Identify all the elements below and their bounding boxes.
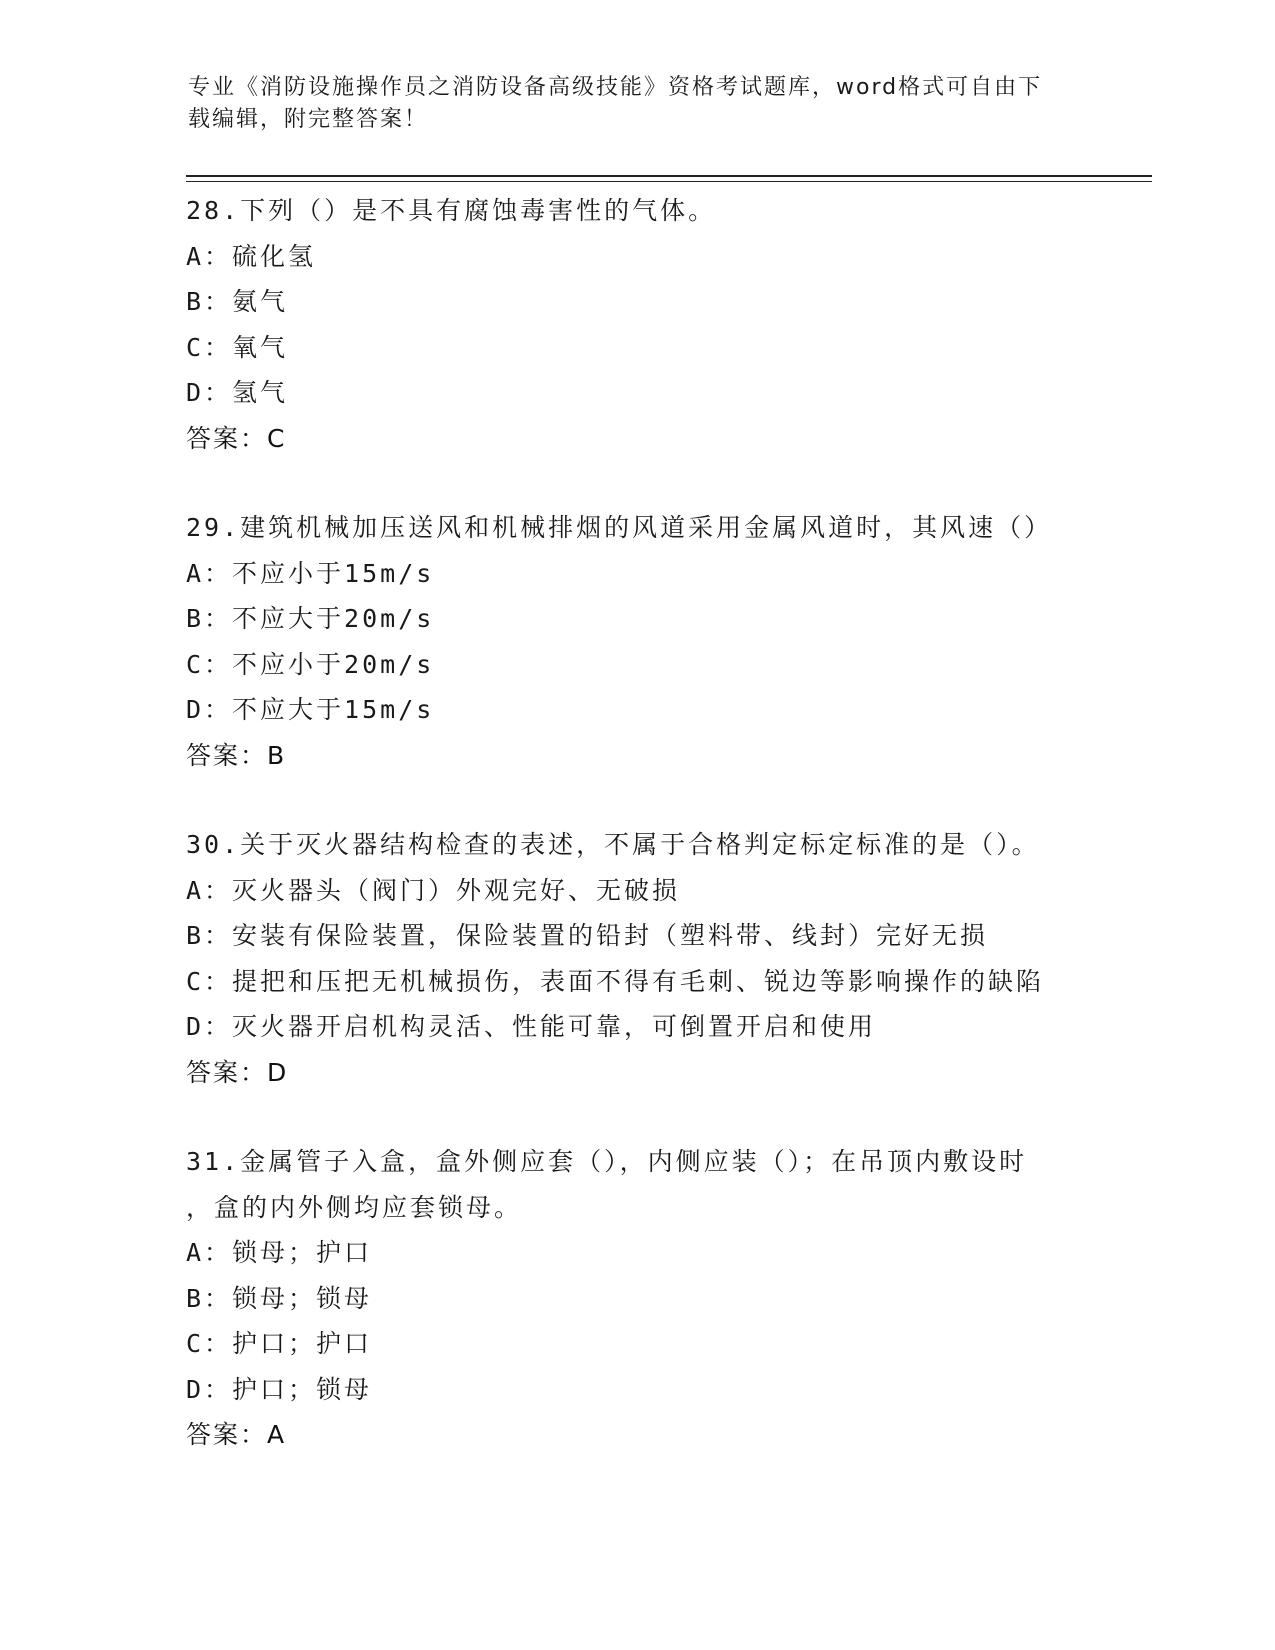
answer-line: 答案：A [186, 1420, 287, 1449]
option-a: A：灭火器头（阀门）外观完好、无破损 [186, 875, 681, 905]
option-a: A：硫化氢 [186, 241, 317, 271]
option-d: D：氢气 [186, 378, 289, 407]
document-header [188, 72, 1068, 136]
option-b: B：氨气 [186, 287, 289, 316]
header-line-2: 载编辑，附完整答案！ [188, 107, 429, 132]
option-c: C：氧气 [186, 332, 289, 362]
question-28 [186, 188, 1086, 461]
option-b: B：不应大于20m/s [186, 604, 435, 633]
header-line-1: 专业《消防设施操作员之消防设备高级技能》资格考试题库，word格式可自由下 [188, 75, 1043, 100]
question-stem-continued: ，盒的内外侧均应套锁母。 [186, 1192, 523, 1222]
option-c: C：提把和压把无机械损伤，表面不得有毛刺、锐边等影响操作的缺陷 [186, 966, 1045, 996]
header-divider-thin [186, 181, 1152, 182]
answer-line: 答案：C [186, 423, 287, 453]
question-stem: 31.金属管子入盒，盒外侧应套（），内侧应装（）；在吊顶内敷设时 [186, 1147, 1028, 1176]
option-c: C：不应小于20m/s [186, 649, 435, 679]
question-list [186, 188, 1086, 1502]
option-a: A：不应小于15m/s [186, 558, 435, 588]
option-c: C：护口；护口 [186, 1329, 373, 1358]
question-31 [186, 1139, 1086, 1458]
question-30 [186, 822, 1086, 1095]
option-b: B：安装有保险装置，保险装置的铅封（塑料带、线封）完好无损 [186, 921, 989, 950]
option-d: D：护口；锁母 [186, 1374, 373, 1404]
option-a: A：锁母；护口 [186, 1238, 373, 1267]
question-stem: 30.关于灭火器结构检查的表述，不属于合格判定标定标准的是（）。 [186, 830, 1040, 859]
option-b: B：锁母；锁母 [186, 1283, 373, 1313]
question-stem: 29.建筑机械加压送风和机械排烟的风道采用金属风道时，其风速（） [186, 513, 1053, 542]
answer-line: 答案：D [186, 1057, 289, 1087]
option-d: D：不应大于15m/s [186, 695, 435, 724]
question-stem: 28.下列（）是不具有腐蚀毒害性的气体。 [186, 196, 717, 225]
question-29 [186, 505, 1086, 778]
answer-line: 答案：B [186, 740, 287, 770]
option-d: D：灭火器开启机构灵活、性能可靠，可倒置开启和使用 [186, 1012, 877, 1041]
header-divider-thick [186, 175, 1152, 177]
